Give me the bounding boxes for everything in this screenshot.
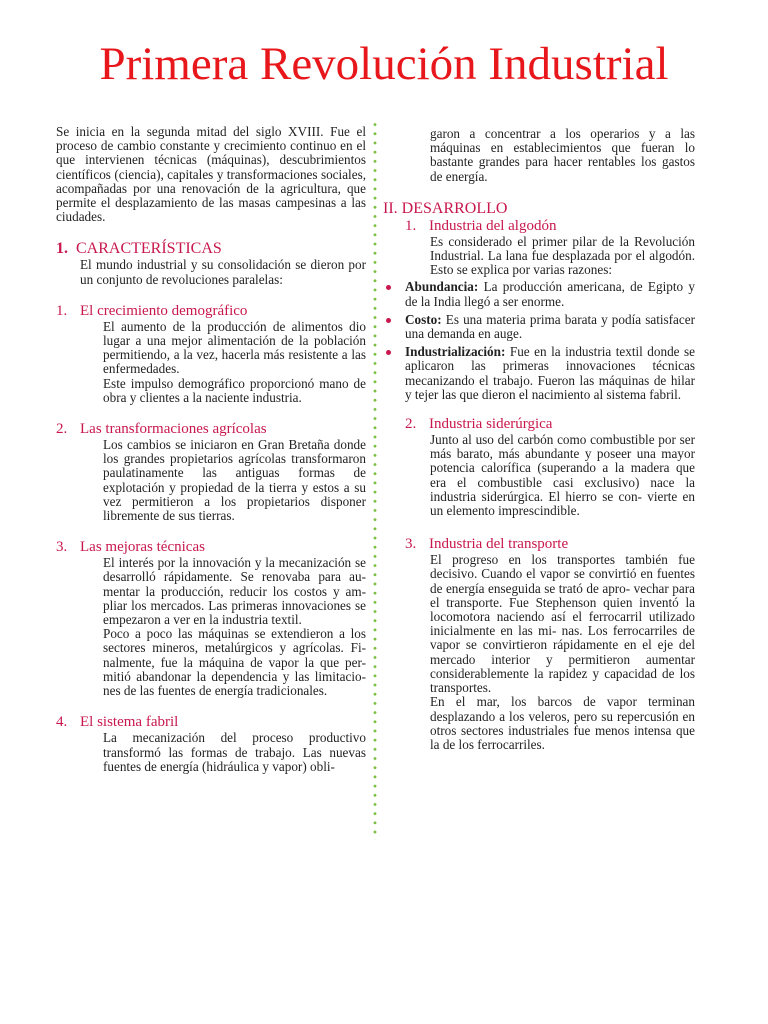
right-column	[383, 127, 695, 752]
section-intro: El mundo industrial y su consolidación se dieron por un conjunto de revoluciones paralelas:	[80, 257, 366, 287]
section-title: II. DESARROLLO	[383, 199, 508, 217]
subheading-number: 2.	[405, 416, 417, 433]
list-item	[383, 345, 695, 402]
paragraph: Junto al uso del carbón como combustible por ser más barato, más abundante y poseer una mayor potencia calorífica (superando a la madera que era el combustible casi exclusivo) nace la industria siderúrgica. El hierro se con- vierte en un elemento imprescindible.	[430, 432, 695, 519]
subheading-number: 3.	[56, 539, 68, 556]
bullet-term: Abundancia:	[405, 279, 479, 295]
section-heading-caracteristicas	[56, 240, 366, 258]
subheading-number: 3.	[405, 536, 417, 553]
subheading-number: 2.	[56, 421, 68, 438]
subheading-industria-transporte	[405, 536, 695, 553]
subheading-mejoras-tecnicas	[56, 539, 366, 556]
subheading-industria-algodon	[405, 218, 695, 235]
page-title: Primera Revolución Industrial	[99, 38, 669, 90]
subheading-title: Industria del algodón	[429, 217, 557, 234]
bullet-text: Fue en la industria textil donde se aplicaron las primeras innovaciones técnicas mecanizando el trabajo. Fueron las máquinas de hilar y tejer las que dieron el nacimiento al sistema fabril.	[405, 344, 695, 402]
section-title: CARACTERÍSTICAS	[76, 240, 222, 258]
paragraph: Este impulso demográfico proporcionó mano de obra y clientes a la naciente industria.	[103, 375, 366, 405]
bullet-term: Industrialización:	[405, 344, 506, 360]
continuation-paragraph: garon a concentrar a los operarios y a las máquinas en establecimientos que fueran lo bastante grandes para hacer rentables los gastos de energía.	[430, 126, 695, 184]
subheading-title: Las transformaciones agrícolas	[80, 421, 267, 438]
subheading-number: 1.	[56, 302, 68, 319]
subheading-title: Industria del transporte	[429, 536, 569, 553]
subheading-title: Industria siderúrgica	[429, 416, 553, 433]
bullet-text: La producción americana, de Egipto y de la India llegó a ser enorme.	[405, 279, 695, 309]
intro-paragraph: Se inicia en la segunda mitad del siglo XVIII. Fue el proceso de cambio constante y crecimiento continuo en el que intervienen técnicas (máquinas), descubrimientos científicos (ciencia), capitales y transformaciones sociales, acompañadas por una renovación de la agricultura, que permite el desplazamiento de las masas campesinas a las ciudades.	[56, 124, 366, 225]
paragraph: Es considerado el primer pilar de la Revolución Industrial. La lana fue desplazada por el algodón. Esto se explica por varias razones:	[430, 233, 695, 278]
bullet-term: Costo:	[405, 311, 442, 327]
bullet-icon	[386, 318, 391, 323]
subheading-transformaciones-agricolas	[56, 421, 366, 438]
subheading-title: El crecimiento demográfico	[80, 302, 248, 319]
bullet-icon	[386, 285, 391, 290]
subheading-title: El sistema fabril	[80, 714, 179, 731]
column-divider	[373, 120, 377, 840]
paragraph: La mecanización del proceso productivo transformó las formas de trabajo. Las nuevas fuentes de energía (hidráulica y vapor) obli-	[103, 730, 366, 774]
section-heading-desarrollo	[383, 200, 695, 218]
section-number: 1.	[56, 240, 68, 258]
list-item	[383, 280, 695, 308]
subheading-number: 4.	[56, 714, 68, 731]
bullet-list	[383, 280, 695, 402]
paragraph: Los cambios se iniciaron en Gran Bretaña donde los grandes propietarios agrícolas transformaron paulatinamente las antiguas formas de explotación y propiedad de la tierra y estos a su vez permitieron a los propietarios disponer libremente de sus tierras.	[103, 437, 366, 524]
left-column	[56, 125, 366, 774]
subheading-title: Las mejoras técnicas	[80, 539, 205, 556]
subheading-sistema-fabril	[56, 714, 366, 731]
subheading-industria-siderurgica	[405, 416, 695, 433]
list-item	[383, 313, 695, 341]
bullet-icon	[386, 350, 391, 355]
subheading-number: 1.	[405, 217, 417, 234]
paragraph: En el mar, los barcos de vapor terminan desplazando a los veleros, pero su repercusión en otros sectores industriales fue menos intensa que la de los ferrocarriles.	[430, 694, 695, 752]
paragraph: Poco a poco las máquinas se extendieron a los sectores mineros, metalúrgicos y agrícolas. Fi- nalmente, fue la máquina de vapor la que per- mitió abandonar la dependencia y las limitacio- nes de las fuentes de energía tradicionales.	[103, 626, 366, 699]
bullet-text: Es una materia prima barata y podía satisfacer una demanda en auge.	[405, 311, 695, 342]
paragraph: El aumento de la producción de alimentos dio lugar a una mejor alimentación de la población permitiendo, a la vez, hacerla más resistente a las enfermedades.	[103, 318, 366, 377]
paragraph: El interés por la innovación y la mecanización se desarrolló rápidamente. Se renovaba para au- mentar la producción, reducir los costos y am- pliar los mercados. Las primeras innovaciones se empezaron a ver en la industria textil.	[103, 555, 366, 628]
subheading-crecimiento-demografico	[56, 303, 366, 320]
paragraph: El progreso en los transportes también fue decisivo. Cuando el vapor se convirtió en fuentes de energía enseguida se trató de apro- vechar para el transporte. Fue Stephenson quien inventó la locomotora naciendo así el ferrocarril utilizado inicialmente en las mi- nas. Los ferrocarriles de vapor se convirtieron rápidamente en el eje del mercado interior y permitieron aumentar considerablemente la rapidez y capacidad de los transportes.	[430, 552, 695, 696]
